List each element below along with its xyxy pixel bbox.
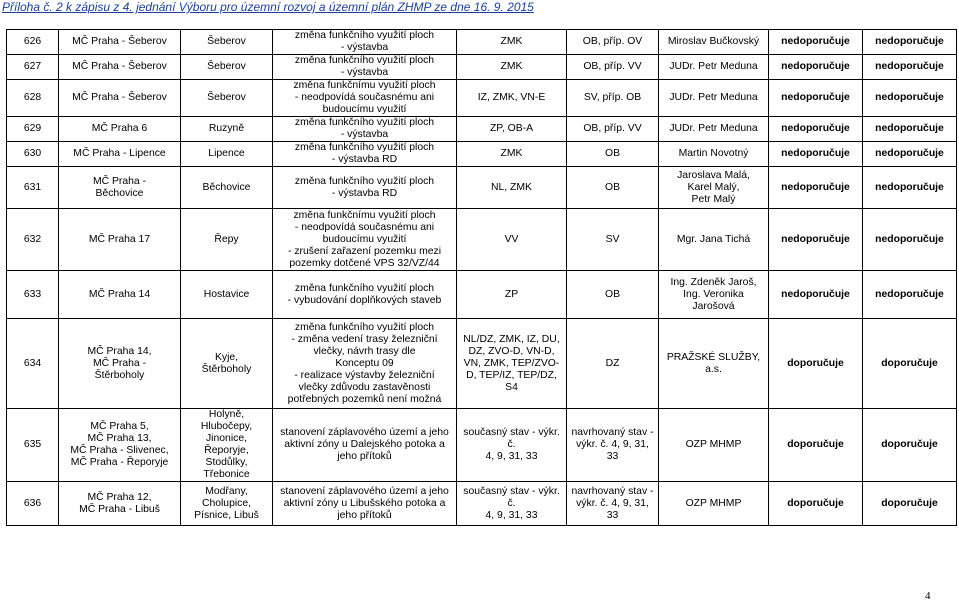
table-row	[7, 80, 957, 117]
changes-table	[6, 29, 957, 526]
district-cell: MČ Praha - Šeberov	[59, 30, 181, 55]
current-use-cell: ZP	[457, 271, 567, 319]
current-use-cell: IZ, ZMK, VN-E	[457, 80, 567, 117]
table-row	[7, 482, 957, 526]
cadastral-area-cell: Běchovice	[181, 167, 273, 209]
table-row	[7, 409, 957, 482]
recommendation-2-cell: doporučuje	[863, 409, 957, 482]
purpose-cell: změna funkčního využití ploch - změna vedení trasy železniční vlečky, návrh trasy dle Konceptu 09 - realizace výstavby železniční vlečky zdůvodu zastavěnosti potřebných pozemků není možná	[273, 319, 457, 409]
proposed-use-cell: OB, příp. OV	[567, 30, 659, 55]
purpose-cell: stanovení záplavového území a jeho aktivní zóny u Dalejského potoka a jeho přítoků	[273, 409, 457, 482]
purpose-cell: změna funkčního využití ploch - výstavba RD	[273, 167, 457, 209]
proposed-use-cell: OB, příp. VV	[567, 55, 659, 80]
cadastral-area-cell: Hostavice	[181, 271, 273, 319]
proposed-use-cell: SV	[567, 209, 659, 271]
recommendation-2-cell: doporučuje	[863, 319, 957, 409]
cadastral-area-cell: Holyně, Hlubočepy, Jinonice, Řeporyje, Stodůlky, Třebonice	[181, 409, 273, 482]
row-number: 629	[7, 117, 59, 142]
purpose-cell: změna funkčnímu využití ploch - neodpovídá současnému ani budoucímu využití - zrušení zařazení pozemku mezi pozemky dotčené VPS 32/VZ/44	[273, 209, 457, 271]
district-cell: MČ Praha 5, MČ Praha 13, MČ Praha - Slivenec, MČ Praha - Řeporyje	[59, 409, 181, 482]
cadastral-area-cell: Modřany, Cholupice, Písnice, Libuš	[181, 482, 273, 526]
recommendation-2-cell: nedoporučuje	[863, 30, 957, 55]
cadastral-area-cell: Šeberov	[181, 55, 273, 80]
applicant-cell: Ing. Zdeněk Jaroš, Ing. Veronika Jarošová	[659, 271, 769, 319]
row-number: 633	[7, 271, 59, 319]
applicant-cell: Martin Novotný	[659, 142, 769, 167]
recommendation-1-cell: nedoporučuje	[769, 117, 863, 142]
cadastral-area-cell: Ruzyně	[181, 117, 273, 142]
document-header: Příloha č. 2 k zápisu z 4. jednání Výboru pro územní rozvoj a územní plán ZHMP ze dne 16. 9. 2015	[2, 0, 534, 14]
proposed-use-cell: DZ	[567, 319, 659, 409]
current-use-cell: ZMK	[457, 30, 567, 55]
table-row	[7, 167, 957, 209]
district-cell: MČ Praha - Lipence	[59, 142, 181, 167]
table-row	[7, 319, 957, 409]
table-row	[7, 209, 957, 271]
row-number: 627	[7, 55, 59, 80]
recommendation-1-cell: nedoporučuje	[769, 167, 863, 209]
applicant-cell: OZP MHMP	[659, 482, 769, 526]
row-number: 634	[7, 319, 59, 409]
district-cell: MČ Praha - Šeberov	[59, 55, 181, 80]
page-number: 4	[925, 590, 931, 602]
current-use-cell: ZMK	[457, 55, 567, 80]
current-use-cell: současný stav - výkr. č. 4, 9, 31, 33	[457, 409, 567, 482]
recommendation-1-cell: nedoporučuje	[769, 209, 863, 271]
purpose-cell: změna funkčního využití ploch - výstavba	[273, 117, 457, 142]
applicant-cell: Mgr. Jana Tichá	[659, 209, 769, 271]
proposed-use-cell: navrhovaný stav - výkr. č. 4, 9, 31, 33	[567, 409, 659, 482]
recommendation-2-cell: nedoporučuje	[863, 209, 957, 271]
table-row	[7, 55, 957, 80]
district-cell: MČ Praha 6	[59, 117, 181, 142]
district-cell: MČ Praha 12, MČ Praha - Libuš	[59, 482, 181, 526]
row-number: 632	[7, 209, 59, 271]
recommendation-2-cell: nedoporučuje	[863, 271, 957, 319]
row-number: 635	[7, 409, 59, 482]
applicant-cell: JUDr. Petr Meduna	[659, 117, 769, 142]
cadastral-area-cell: Řepy	[181, 209, 273, 271]
recommendation-1-cell: nedoporučuje	[769, 55, 863, 80]
district-cell: MČ Praha 17	[59, 209, 181, 271]
purpose-cell: změna funkčního využití ploch - výstavba	[273, 30, 457, 55]
applicant-cell: JUDr. Petr Meduna	[659, 80, 769, 117]
row-number: 631	[7, 167, 59, 209]
current-use-cell: NL, ZMK	[457, 167, 567, 209]
row-number: 628	[7, 80, 59, 117]
purpose-cell: změna funkčního využití ploch - výstavba RD	[273, 142, 457, 167]
cadastral-area-cell: Šeberov	[181, 80, 273, 117]
district-cell: MČ Praha 14	[59, 271, 181, 319]
proposed-use-cell: SV, příp. OB	[567, 80, 659, 117]
current-use-cell: současný stav - výkr. č. 4, 9, 31, 33	[457, 482, 567, 526]
purpose-cell: změna funkčnímu využití ploch - neodpovídá současnému ani budoucímu využití	[273, 80, 457, 117]
proposed-use-cell: OB	[567, 167, 659, 209]
district-cell: MČ Praha - Běchovice	[59, 167, 181, 209]
recommendation-1-cell: nedoporučuje	[769, 271, 863, 319]
table-row	[7, 117, 957, 142]
recommendation-2-cell: nedoporučuje	[863, 80, 957, 117]
recommendation-1-cell: doporučuje	[769, 409, 863, 482]
applicant-cell: Miroslav Bučkovský	[659, 30, 769, 55]
applicant-cell: Jaroslava Malá, Karel Malý, Petr Malý	[659, 167, 769, 209]
applicant-cell: JUDr. Petr Meduna	[659, 55, 769, 80]
current-use-cell: ZMK	[457, 142, 567, 167]
recommendation-1-cell: nedoporučuje	[769, 30, 863, 55]
proposed-use-cell: OB	[567, 142, 659, 167]
row-number: 636	[7, 482, 59, 526]
proposed-use-cell: OB	[567, 271, 659, 319]
recommendation-1-cell: nedoporučuje	[769, 142, 863, 167]
applicant-cell: OZP MHMP	[659, 409, 769, 482]
current-use-cell: ZP, OB-A	[457, 117, 567, 142]
cadastral-area-cell: Kyje, Štěrboholy	[181, 319, 273, 409]
recommendation-2-cell: doporučuje	[863, 482, 957, 526]
applicant-cell: PRAŽSKÉ SLUŽBY, a.s.	[659, 319, 769, 409]
purpose-cell: změna funkčního využití ploch - vybudování doplňkových staveb	[273, 271, 457, 319]
current-use-cell: NL/DZ, ZMK, IZ, DU, DZ, ZVO-D, VN-D, VN, ZMK, TEP/ZVO- D, TEP/IZ, TEP/DZ, S4	[457, 319, 567, 409]
recommendation-1-cell: doporučuje	[769, 319, 863, 409]
recommendation-2-cell: nedoporučuje	[863, 117, 957, 142]
row-number: 626	[7, 30, 59, 55]
cadastral-area-cell: Šeberov	[181, 30, 273, 55]
district-cell: MČ Praha 14, MČ Praha - Štěrboholy	[59, 319, 181, 409]
recommendation-1-cell: nedoporučuje	[769, 80, 863, 117]
table-row	[7, 271, 957, 319]
proposed-use-cell: navrhovaný stav - výkr. č. 4, 9, 31, 33	[567, 482, 659, 526]
proposed-use-cell: OB, příp. VV	[567, 117, 659, 142]
purpose-cell: stanovení záplavového území a jeho aktivní zóny u Libušského potoka a jeho přítoků	[273, 482, 457, 526]
purpose-cell: změna funkčního využití ploch - výstavba	[273, 55, 457, 80]
district-cell: MČ Praha - Šeberov	[59, 80, 181, 117]
recommendation-2-cell: nedoporučuje	[863, 55, 957, 80]
recommendation-2-cell: nedoporučuje	[863, 142, 957, 167]
cadastral-area-cell: Lipence	[181, 142, 273, 167]
recommendation-1-cell: doporučuje	[769, 482, 863, 526]
recommendation-2-cell: nedoporučuje	[863, 167, 957, 209]
current-use-cell: VV	[457, 209, 567, 271]
table-row	[7, 30, 957, 55]
row-number: 630	[7, 142, 59, 167]
table-row	[7, 142, 957, 167]
